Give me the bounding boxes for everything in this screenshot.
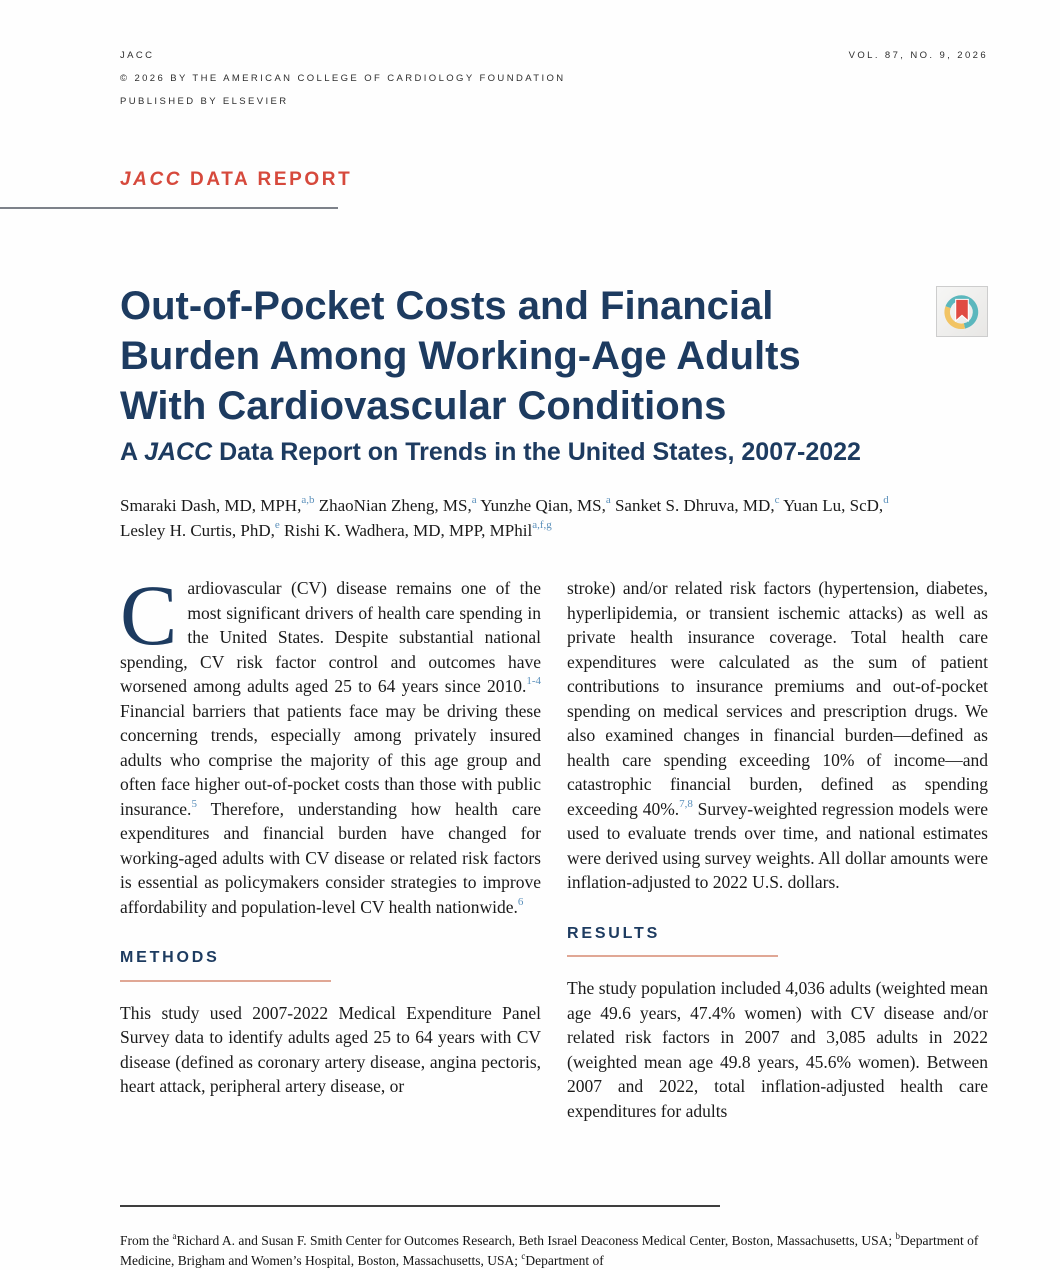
superscript-ref[interactable]: a — [471, 494, 477, 507]
superscript-ref[interactable]: c — [521, 1250, 526, 1261]
superscript-ref[interactable]: 1-4 — [526, 675, 541, 688]
section-label-rule — [0, 207, 338, 209]
superscript-ref[interactable]: 7,8 — [679, 797, 693, 810]
results-heading: RESULTS — [567, 924, 661, 942]
superscript-ref[interactable]: d — [883, 494, 889, 507]
copyright-line: © 2026 BY THE AMERICAN COLLEGE OF CARDIOLOGY FOUNDATION — [120, 73, 566, 84]
methods-paragraph: This study used 2007-2022 Medical Expenditure Panel Survey data to identify adults aged 25 to 64 years with CV disease (defined as coronary artery disease, angina pectoris, heart attack, peripheral artery disease, or — [120, 1002, 541, 1096]
drop-cap: C — [120, 567, 178, 663]
title-line-1: Out-of-Pocket Costs and Financial — [120, 284, 774, 328]
masthead — [120, 50, 988, 119]
section-label: JACC DATA REPORT — [120, 169, 353, 190]
column-left — [120, 567, 541, 1123]
superscript-ref[interactable]: 5 — [191, 797, 197, 810]
article-title — [120, 281, 920, 431]
results-paragraph: The study population included 4,036 adults (weighted mean age 49.6 years, 47.4% women) with CV disease and/or related risk factors in 2007 and 3,085 adults in 2022 (weighted mean age 49.8 years, 45.6% women). Between 2007 and 2022, total inflation-adjusted health care expenditures for adults — [567, 978, 988, 1121]
column-right — [567, 576, 988, 1123]
superscript-ref[interactable]: 6 — [517, 895, 524, 908]
results-heading-rule — [567, 955, 778, 957]
superscript-ref[interactable]: a — [605, 494, 611, 507]
superscript-ref[interactable]: e — [274, 519, 280, 532]
superscript-ref[interactable]: c — [774, 494, 780, 507]
article-subtitle: A JACC Data Report on Trends in the United States, 2007-2022 — [120, 438, 861, 466]
superscript-ref[interactable]: b — [895, 1230, 900, 1241]
publisher-line: PUBLISHED BY ELSEVIER — [120, 96, 289, 107]
methods-continued-paragraph: stroke) and/or related risk factors (hypertension, diabetes, hyperlipidemia, or transient ischemic attacks) as well as private health insurance coverage. Total health care expenditures were calculated as the sum of patient contributions to insurance premiums and out-of-pocket spending on medical services and prescription drugs. We also examined changes in financial burden—defined as health care spending exceeding 10% of income—and catastrophic financial burden, defined as spending exceeding 40%.$^{7,8}$ Survey-weighted regression models were used to evaluate trends over time, and national estimates were derived using survey weights. All dollar amounts were inflation-adjusted to 2022 U.S. dollars. — [567, 578, 988, 892]
volume-info: VOL. 87, NO. 9, 2026 — [848, 50, 988, 61]
journal-name: JACC — [120, 50, 155, 61]
superscript-ref[interactable]: a,f,g — [532, 519, 552, 532]
methods-heading: METHODS — [120, 949, 220, 966]
article-body — [120, 567, 988, 1123]
superscript-ref[interactable]: a — [172, 1230, 177, 1241]
methods-heading-rule — [120, 980, 331, 982]
affiliations-footnote: From the $^a$Richard A. and Susan F. Smith Center for Outcomes Research, Beth Israel Deaconess Medical Center, Boston, Massachusetts, USA; $^b$Department of Medicine, Brigham and Women’s Hospital, Boston, Massachusetts, USA; $^c$Department of — [120, 1230, 979, 1268]
footnote-rule — [120, 1205, 720, 1207]
title-line-2: Burden Among Working-Age Adults — [120, 334, 801, 378]
jacc-logo-icon[interactable] — [936, 286, 988, 337]
bookmark-ring-icon — [941, 291, 983, 333]
superscript-ref[interactable]: a,b — [301, 494, 315, 507]
title-line-3: With Cardiovascular Conditions — [120, 384, 727, 428]
author-list: Smaraki Dash, MD, MPH,$^{a,b}$ ZhaoNian Zheng, MS,$^a$ Yunzhe Qian, MS,$^a$ Sanket S. Dhruva, MD,$^c$ Yuan Lu, ScD,$^d$ Lesley H. Curtis, PhD,$^e$ Rishi K. Wadhera, MD, MPP, MPhil$^{a,f,g}$ — [120, 494, 889, 540]
intro-paragraph: Cardiovascular (CV) disease remains one of the most significant drivers of health care spending in the United States. Despite substantial national spending, CV risk factor control and outcomes have worsened among adults aged 25 to 64 years since 2010.$^{1-4}$ Financial barriers that patients face may be driving these concerning trends, especially among privately insured adults who comprise the majority of this age group and often face higher out-of-pocket costs than those with public insurance.$^5$ Therefore, understanding how health care expenditures and financial burden have changed for working-aged adults with CV disease or related risk factors is essential as policymakers consider strategies to improve affordability and population-level CV health nationwide.$^6$ — [120, 567, 541, 917]
